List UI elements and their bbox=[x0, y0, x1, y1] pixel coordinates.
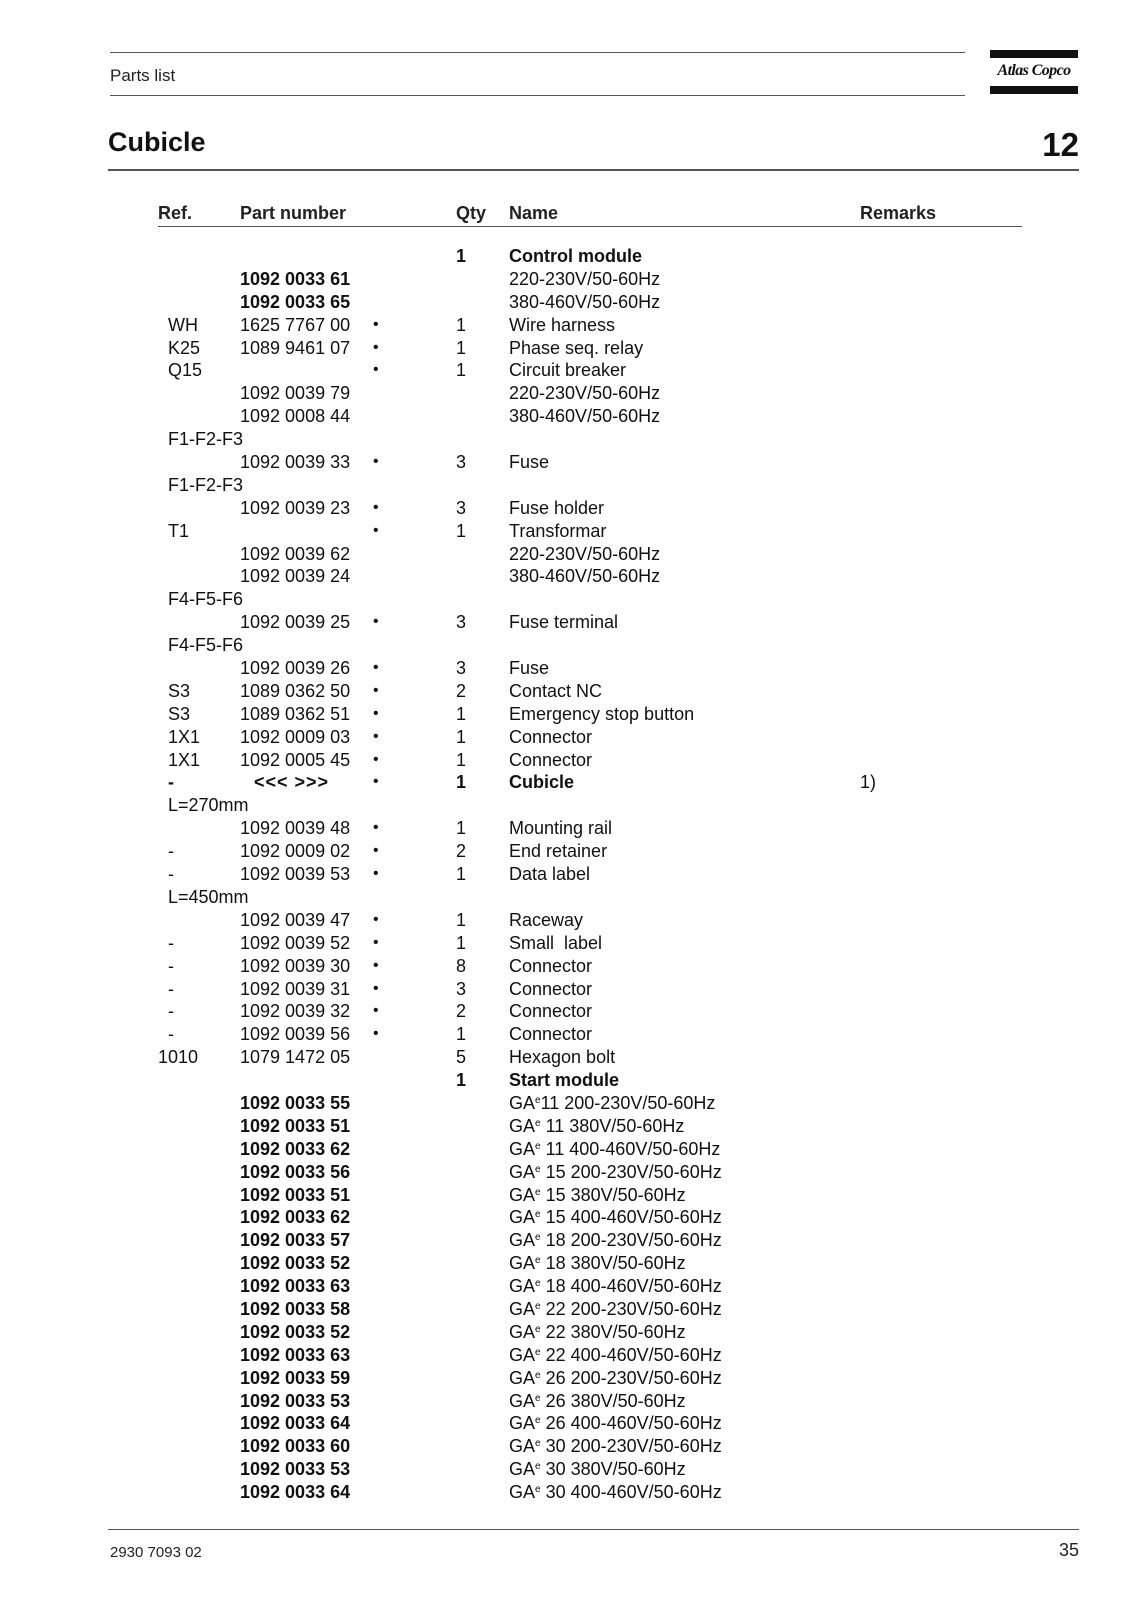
name-cell: Cubicle bbox=[509, 772, 575, 793]
table-row bbox=[0, 1115, 1131, 1138]
part-number-cell: 1092 0033 52 bbox=[240, 1253, 351, 1274]
qty-cell: 3 bbox=[456, 452, 467, 473]
name-cell bbox=[509, 1252, 686, 1275]
name-cell: Fuse holder bbox=[509, 497, 605, 518]
table-row bbox=[0, 978, 1131, 1001]
table-row bbox=[0, 245, 1131, 268]
ref-cell: - bbox=[168, 978, 174, 999]
qty-cell: 1 bbox=[456, 772, 467, 793]
table-row bbox=[0, 382, 1131, 405]
name-text: 22 200-230V/50-60Hz bbox=[540, 1298, 722, 1319]
bullet-cell: • bbox=[373, 933, 379, 951]
name-text: 15 400-460V/50-60Hz bbox=[540, 1207, 722, 1228]
name-text: 11 400-460V/50-60Hz bbox=[540, 1138, 721, 1159]
name-superscript: e bbox=[535, 1461, 541, 1473]
table-row bbox=[0, 497, 1131, 520]
name-superscript: e bbox=[535, 1255, 541, 1267]
table-row bbox=[0, 1481, 1131, 1504]
name-cell bbox=[509, 1321, 686, 1344]
name-prefix: GA bbox=[509, 1276, 536, 1297]
name-superscript: e bbox=[535, 1300, 541, 1312]
name-cell: Connector bbox=[509, 1024, 593, 1045]
name-text: 30 380V/50-60Hz bbox=[540, 1459, 686, 1480]
part-number-cell: 1625 7767 00 bbox=[240, 314, 351, 335]
table-row bbox=[0, 749, 1131, 772]
bullet-cell: • bbox=[373, 1025, 379, 1043]
qty-cell: 1 bbox=[456, 246, 467, 266]
header-bottom-rule bbox=[110, 95, 965, 96]
part-number-cell: 1089 0362 51 bbox=[240, 703, 351, 724]
name-cell: 380-460V/50-60Hz bbox=[509, 291, 661, 312]
ref-cell: WH bbox=[168, 314, 198, 335]
name-prefix: GA bbox=[509, 1321, 536, 1342]
name-text: 11 380V/50-60Hz bbox=[540, 1115, 685, 1136]
ref-cell: F4-F5-F6 bbox=[168, 589, 244, 610]
qty-cell: 1 bbox=[456, 1070, 467, 1091]
name-cell: 220-230V/50-60Hz bbox=[509, 383, 661, 404]
remarks-cell: 1) bbox=[860, 772, 877, 793]
name-cell: Hexagon bolt bbox=[509, 1047, 616, 1068]
bullet-cell: • bbox=[373, 1002, 379, 1020]
part-number-cell: 1092 0033 65 bbox=[240, 291, 351, 312]
name-cell: Emergency stop button bbox=[509, 703, 695, 724]
footer-rule bbox=[108, 1529, 1079, 1530]
name-cell bbox=[509, 1390, 686, 1413]
ref-cell: S3 bbox=[168, 703, 191, 724]
ref-cell: L=450mm bbox=[168, 886, 249, 907]
table-row bbox=[0, 359, 1131, 382]
bullet-cell: • bbox=[373, 727, 379, 745]
part-number-cell: 1092 0039 32 bbox=[240, 1001, 351, 1022]
column-header-remarks: Remarks bbox=[860, 203, 937, 223]
name-cell: 380-460V/50-60Hz bbox=[509, 566, 661, 587]
name-cell bbox=[509, 1275, 722, 1298]
header-top-rule bbox=[110, 52, 965, 53]
part-number-cell: 1092 0039 56 bbox=[240, 1024, 351, 1045]
name-prefix: GA bbox=[509, 1092, 536, 1113]
name-prefix: GA bbox=[509, 1298, 536, 1319]
qty-cell: 8 bbox=[456, 955, 467, 976]
name-cell: 220-230V/50-60Hz bbox=[509, 268, 661, 289]
name-superscript: e bbox=[535, 1140, 541, 1152]
part-number-cell: 1092 0039 25 bbox=[240, 612, 351, 633]
column-header-ref: Ref. bbox=[158, 203, 193, 223]
name-superscript: e bbox=[535, 1163, 541, 1175]
part-number-cell: 1089 9461 07 bbox=[240, 337, 351, 358]
part-number-cell: 1092 0039 23 bbox=[240, 497, 351, 518]
name-text: 15 200-230V/50-60Hz bbox=[540, 1161, 722, 1182]
qty-cell: 1 bbox=[456, 1024, 467, 1045]
footer-document-number: 2930 7093 02 bbox=[110, 1544, 202, 1561]
column-header-rule bbox=[158, 226, 1022, 227]
header-title: Parts list bbox=[110, 66, 176, 85]
table-row bbox=[0, 771, 1131, 794]
table-row bbox=[0, 863, 1131, 886]
part-number-cell: 1092 0033 62 bbox=[240, 1207, 351, 1228]
name-cell bbox=[509, 1115, 684, 1138]
name-text: 18 400-460V/50-60Hz bbox=[540, 1276, 722, 1297]
part-number-cell: 1092 0039 26 bbox=[240, 658, 351, 679]
column-header-part-number: Part number bbox=[240, 203, 347, 223]
table-row bbox=[0, 314, 1131, 337]
name-cell: Connector bbox=[509, 955, 593, 976]
table-row bbox=[0, 1344, 1131, 1367]
name-cell: Fuse terminal bbox=[509, 612, 619, 633]
part-number-cell: 1092 0033 53 bbox=[240, 1459, 351, 1480]
bullet-cell: • bbox=[373, 750, 379, 768]
table-row bbox=[0, 1184, 1131, 1207]
name-text: 11 200-230V/50-60Hz bbox=[540, 1092, 716, 1113]
table-row bbox=[0, 268, 1131, 291]
table-row bbox=[0, 1367, 1131, 1390]
name-cell bbox=[509, 1458, 686, 1481]
name-superscript: e bbox=[535, 1346, 541, 1358]
part-number-cell: 1089 0362 50 bbox=[240, 680, 351, 701]
logo-bottom-bar bbox=[990, 86, 1078, 94]
table-row bbox=[0, 1046, 1131, 1069]
part-number-cell: 1092 0039 24 bbox=[240, 566, 351, 587]
table-row bbox=[0, 680, 1131, 703]
part-number-cell: 1092 0039 62 bbox=[240, 543, 351, 564]
table-row bbox=[0, 840, 1131, 863]
name-text: 15 380V/50-60Hz bbox=[540, 1184, 686, 1205]
part-number-cell: 1092 0039 52 bbox=[240, 932, 351, 953]
table-row bbox=[0, 428, 1131, 451]
name-prefix: GA bbox=[509, 1138, 536, 1159]
name-superscript: e bbox=[535, 1094, 541, 1106]
qty-cell: 3 bbox=[456, 978, 467, 999]
table-row bbox=[0, 1138, 1131, 1161]
name-cell bbox=[509, 1092, 715, 1115]
table-row bbox=[0, 1161, 1131, 1184]
table-row bbox=[0, 955, 1131, 978]
part-number-cell: 1092 0039 53 bbox=[240, 864, 351, 885]
ref-cell: S3 bbox=[168, 680, 191, 701]
table-row bbox=[0, 337, 1131, 360]
ref-cell: 1X1 bbox=[168, 726, 201, 747]
table-row bbox=[0, 1321, 1131, 1344]
name-superscript: e bbox=[535, 1117, 541, 1129]
bullet-cell: • bbox=[373, 453, 379, 471]
part-number-cell: 1092 0008 44 bbox=[240, 406, 351, 427]
name-text: 30 400-460V/50-60Hz bbox=[540, 1482, 722, 1503]
table-row bbox=[0, 611, 1131, 634]
bullet-cell: • bbox=[373, 681, 379, 699]
part-number-cell: 1092 0033 64 bbox=[240, 1482, 351, 1503]
part-number-cell: 1092 0039 33 bbox=[240, 452, 351, 473]
ref-cell: - bbox=[168, 955, 174, 976]
ref-cell: K25 bbox=[168, 337, 201, 358]
section-title: Cubicle bbox=[108, 127, 206, 157]
qty-cell: 3 bbox=[456, 612, 467, 633]
part-number-cell: 1092 0033 55 bbox=[240, 1092, 351, 1113]
name-superscript: e bbox=[535, 1186, 541, 1198]
name-cell bbox=[509, 1206, 722, 1229]
bullet-cell: • bbox=[373, 910, 379, 928]
name-prefix: GA bbox=[509, 1344, 536, 1365]
qty-cell: 2 bbox=[456, 841, 467, 862]
table-row bbox=[0, 886, 1131, 909]
bullet-cell: • bbox=[373, 842, 379, 860]
table-row bbox=[0, 657, 1131, 680]
qty-cell: 1 bbox=[456, 703, 467, 724]
name-cell: Contact NC bbox=[509, 680, 603, 701]
table-row bbox=[0, 1458, 1131, 1481]
table-row bbox=[0, 634, 1131, 657]
name-cell bbox=[509, 1344, 722, 1367]
name-prefix: GA bbox=[509, 1390, 536, 1411]
bullet-cell: • bbox=[373, 865, 379, 883]
part-number-cell: 1092 0033 61 bbox=[240, 268, 351, 289]
name-prefix: GA bbox=[509, 1161, 536, 1182]
name-cell: Circuit breaker bbox=[509, 360, 627, 381]
table-row bbox=[0, 543, 1131, 566]
qty-cell: 1 bbox=[456, 337, 467, 358]
name-prefix: GA bbox=[509, 1482, 536, 1503]
name-cell: Raceway bbox=[509, 909, 584, 930]
table-row bbox=[0, 1069, 1131, 1092]
name-prefix: GA bbox=[509, 1230, 536, 1251]
name-superscript: e bbox=[535, 1209, 541, 1221]
atlas-copco-logo bbox=[990, 50, 1078, 94]
name-superscript: e bbox=[535, 1369, 541, 1381]
part-number-cell: 1092 0033 63 bbox=[240, 1276, 351, 1297]
table-row bbox=[0, 1298, 1131, 1321]
table-row bbox=[0, 1023, 1131, 1046]
name-prefix: GA bbox=[509, 1367, 536, 1388]
name-superscript: e bbox=[535, 1484, 541, 1496]
name-superscript: e bbox=[535, 1232, 541, 1244]
table-row bbox=[0, 1229, 1131, 1252]
name-text: 26 380V/50-60Hz bbox=[540, 1390, 686, 1411]
name-cell: Start module bbox=[509, 1070, 620, 1091]
part-number-cell: 1092 0009 03 bbox=[240, 726, 351, 747]
table-row bbox=[0, 1435, 1131, 1458]
part-number-cell: 1092 0005 45 bbox=[240, 749, 351, 770]
part-number-cell: 1092 0033 51 bbox=[240, 1184, 351, 1205]
part-number-cell: 1092 0033 64 bbox=[240, 1413, 351, 1434]
name-cell bbox=[509, 1367, 722, 1390]
table-row bbox=[0, 405, 1131, 428]
part-number-cell: 1092 0039 30 bbox=[240, 955, 351, 976]
name-cell: 220-230V/50-60Hz bbox=[509, 543, 661, 564]
section-number: 12 bbox=[1042, 126, 1079, 163]
name-prefix: GA bbox=[509, 1413, 536, 1434]
part-number-cell: 1092 0039 47 bbox=[240, 909, 351, 930]
name-superscript: e bbox=[535, 1438, 541, 1450]
part-number-cell: <<< >>> bbox=[254, 772, 330, 793]
name-cell bbox=[509, 1412, 722, 1435]
qty-cell: 1 bbox=[456, 909, 467, 930]
table-row bbox=[0, 1000, 1131, 1023]
qty-cell: 2 bbox=[456, 680, 467, 701]
table-row bbox=[0, 1206, 1131, 1229]
name-text: 18 200-230V/50-60Hz bbox=[540, 1230, 722, 1251]
ref-cell: - bbox=[168, 1024, 174, 1045]
table-row bbox=[0, 451, 1131, 474]
name-cell: Fuse bbox=[509, 658, 550, 679]
name-cell: Connector bbox=[509, 726, 593, 747]
ref-cell: 1010 bbox=[158, 1047, 199, 1068]
name-cell bbox=[509, 1184, 686, 1207]
name-superscript: e bbox=[535, 1392, 541, 1404]
name-text: 30 200-230V/50-60Hz bbox=[540, 1436, 722, 1457]
ref-cell: - bbox=[168, 772, 174, 793]
name-cell: Mounting rail bbox=[509, 818, 613, 839]
table-row bbox=[0, 794, 1131, 817]
ref-cell: Q15 bbox=[168, 360, 203, 381]
bullet-cell: • bbox=[373, 659, 379, 677]
bullet-cell: • bbox=[373, 338, 379, 356]
bullet-cell: • bbox=[373, 773, 379, 791]
part-number-cell: 1092 0033 51 bbox=[240, 1115, 351, 1136]
ref-cell: F4-F5-F6 bbox=[168, 635, 244, 656]
part-number-cell: 1092 0033 59 bbox=[240, 1367, 351, 1388]
name-cell: Wire harness bbox=[509, 314, 616, 335]
name-prefix: GA bbox=[509, 1184, 536, 1205]
bullet-cell: • bbox=[373, 956, 379, 974]
name-superscript: e bbox=[535, 1415, 541, 1427]
name-superscript: e bbox=[535, 1278, 541, 1290]
name-cell bbox=[509, 1229, 722, 1252]
qty-cell: 3 bbox=[456, 497, 467, 518]
table-row bbox=[0, 817, 1131, 840]
part-number-cell: 1092 0039 31 bbox=[240, 978, 351, 999]
parts-table bbox=[0, 245, 1131, 1504]
bullet-cell: • bbox=[373, 704, 379, 722]
name-cell: 380-460V/50-60Hz bbox=[509, 406, 661, 427]
ref-cell: - bbox=[168, 932, 174, 953]
part-number-cell: 1092 0039 48 bbox=[240, 818, 351, 839]
ref-cell: L=270mm bbox=[168, 795, 249, 816]
name-cell: End retainer bbox=[509, 841, 608, 862]
table-row bbox=[0, 932, 1131, 955]
part-number-cell: 1092 0033 60 bbox=[240, 1436, 351, 1457]
logo-top-bar bbox=[990, 50, 1078, 58]
bullet-cell: • bbox=[373, 979, 379, 997]
part-number-cell: 1092 0009 02 bbox=[240, 841, 351, 862]
name-cell bbox=[509, 1161, 722, 1184]
name-text: 26 200-230V/50-60Hz bbox=[540, 1367, 722, 1388]
table-row bbox=[0, 1412, 1131, 1435]
qty-cell: 1 bbox=[456, 749, 467, 770]
table-row bbox=[0, 1390, 1131, 1413]
table-row bbox=[0, 565, 1131, 588]
part-number-cell: 1092 0033 63 bbox=[240, 1344, 351, 1365]
name-cell: Fuse bbox=[509, 452, 550, 473]
table-row bbox=[0, 1252, 1131, 1275]
name-cell: Phase seq. relay bbox=[509, 337, 644, 358]
part-number-cell: 1092 0033 62 bbox=[240, 1138, 351, 1159]
bullet-cell: • bbox=[373, 361, 379, 379]
qty-cell: 1 bbox=[456, 520, 467, 541]
part-number-cell: 1092 0033 53 bbox=[240, 1390, 351, 1411]
ref-cell: - bbox=[168, 1001, 174, 1022]
qty-cell: 5 bbox=[456, 1047, 467, 1068]
table-row bbox=[0, 909, 1131, 932]
section-rule bbox=[108, 169, 1079, 171]
column-header-qty: Qty bbox=[456, 203, 487, 223]
name-text: 26 400-460V/50-60Hz bbox=[540, 1413, 722, 1434]
name-cell: Control module bbox=[509, 246, 642, 266]
qty-cell: 1 bbox=[456, 864, 467, 885]
part-number-cell: 1092 0033 58 bbox=[240, 1298, 351, 1319]
table-row bbox=[0, 474, 1131, 497]
name-cell bbox=[509, 1481, 722, 1504]
bullet-cell: • bbox=[373, 315, 379, 333]
name-prefix: GA bbox=[509, 1207, 536, 1228]
table-row bbox=[0, 520, 1131, 543]
qty-cell: 1 bbox=[456, 314, 467, 335]
bullet-cell: • bbox=[373, 613, 379, 631]
part-number-cell: 1092 0039 79 bbox=[240, 383, 351, 404]
part-number-cell: 1092 0033 56 bbox=[240, 1161, 351, 1182]
table-row bbox=[0, 1275, 1131, 1298]
ref-cell: 1X1 bbox=[168, 749, 201, 770]
bullet-cell: • bbox=[373, 498, 379, 516]
part-number-cell: 1092 0033 52 bbox=[240, 1321, 351, 1342]
qty-cell: 3 bbox=[456, 658, 467, 679]
table-row bbox=[0, 703, 1131, 726]
table-row bbox=[0, 726, 1131, 749]
name-cell bbox=[509, 1138, 720, 1161]
name-cell: Connector bbox=[509, 978, 593, 999]
name-cell: Small label bbox=[509, 932, 603, 953]
name-prefix: GA bbox=[509, 1459, 536, 1480]
name-prefix: GA bbox=[509, 1436, 536, 1457]
table-row bbox=[0, 291, 1131, 314]
ref-cell: T1 bbox=[168, 520, 190, 541]
name-cell: Connector bbox=[509, 749, 593, 770]
logo-text: Atlas Copco bbox=[997, 62, 1071, 79]
name-cell bbox=[509, 1435, 722, 1458]
part-number-cell: 1092 0033 57 bbox=[240, 1230, 351, 1251]
bullet-cell: • bbox=[373, 819, 379, 837]
name-text: 22 380V/50-60Hz bbox=[540, 1321, 686, 1342]
qty-cell: 2 bbox=[456, 1001, 467, 1022]
table-row bbox=[0, 1092, 1131, 1115]
qty-cell: 1 bbox=[456, 818, 467, 839]
part-number-cell: 1079 1472 05 bbox=[240, 1047, 351, 1068]
name-cell bbox=[509, 1298, 722, 1321]
name-cell: Transformar bbox=[509, 520, 607, 541]
ref-cell: - bbox=[168, 864, 174, 885]
name-text: 18 380V/50-60Hz bbox=[540, 1253, 686, 1274]
name-cell: Data label bbox=[509, 864, 591, 885]
name-prefix: GA bbox=[509, 1115, 536, 1136]
column-header-name: Name bbox=[509, 203, 559, 223]
name-superscript: e bbox=[535, 1323, 541, 1335]
qty-cell: 1 bbox=[456, 726, 467, 747]
ref-cell: F1-F2-F3 bbox=[168, 474, 244, 495]
name-prefix: GA bbox=[509, 1253, 536, 1274]
name-text: 22 400-460V/50-60Hz bbox=[540, 1344, 722, 1365]
bullet-cell: • bbox=[373, 521, 379, 539]
table-row bbox=[0, 588, 1131, 611]
footer-page-number: 35 bbox=[1058, 1540, 1079, 1560]
qty-cell: 1 bbox=[456, 360, 467, 381]
ref-cell: - bbox=[168, 841, 174, 862]
qty-cell: 1 bbox=[456, 932, 467, 953]
name-cell: Connector bbox=[509, 1001, 593, 1022]
ref-cell: F1-F2-F3 bbox=[168, 429, 244, 450]
